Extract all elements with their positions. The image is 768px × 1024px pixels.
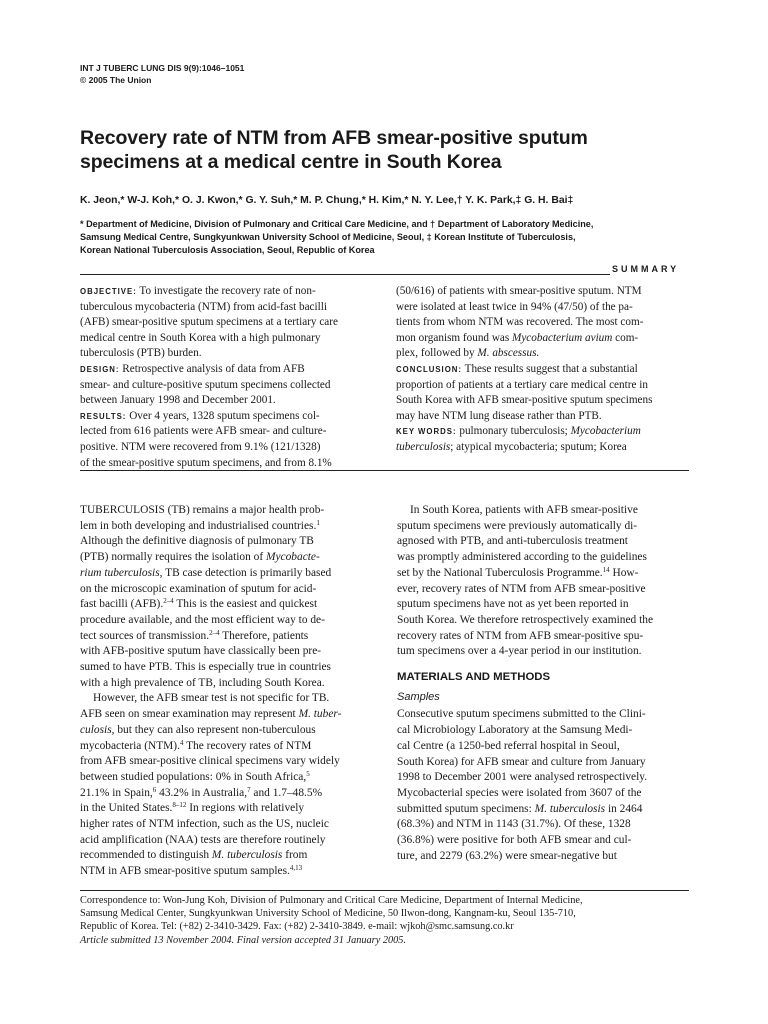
- body-text: agnosed with PTB, and anti-tuberculosis treatment: [397, 535, 628, 548]
- affiliation-line: Samsung Medical Centre, Sungkyunkwan University School of Medicine, Seoul, ‡ Korean Institute of Tuberculosis,: [80, 232, 576, 242]
- body-text: TUBERCULOSIS (TB) remains a major health prob-: [80, 504, 325, 516]
- abstract-text: (50/616) of patients with smear-positive sputum. NTM: [396, 285, 642, 297]
- affiliations: [80, 218, 700, 257]
- journal-copyright: © 2005 The Union: [80, 75, 152, 85]
- body-text: Although the definitive diagnosis of pulmonary TB: [80, 535, 314, 548]
- keywords-label: KEY WORDS:: [396, 427, 457, 437]
- body-text: sputum specimens have not as yet been reported in: [397, 598, 629, 611]
- body-text: (36.8%) were positive for both AFB smear and cul-: [397, 834, 632, 847]
- species-name: Mycobacte-: [266, 551, 320, 564]
- body-text: Mycobacterial species were isolated from 3607 of the: [397, 786, 642, 799]
- body-text: In South Korea, patients with AFB smear-positive: [410, 504, 638, 516]
- body-text: In regions with relatively: [186, 802, 305, 815]
- body-text: and 1.7–48.5%: [250, 786, 323, 799]
- reference-marker: 5: [306, 769, 310, 778]
- abstract-text: smear- and culture-positive sputum specimens collected: [80, 378, 331, 391]
- abstract-text: These results suggest that a substantial: [462, 362, 638, 375]
- reference-marker: 2–4: [163, 597, 174, 606]
- species-name: Mycobacterium: [570, 425, 641, 438]
- footnote-text: Correspondence to: Won-Jung Koh, Division of Pulmonary and Critical Care Medicine, Department of Internal Medicine,: [80, 895, 583, 906]
- body-text: Consecutive sputum specimens submitted to the Clini-: [397, 708, 646, 721]
- species-name: M. tuber-: [298, 708, 342, 721]
- results-label: RESULTS:: [80, 411, 127, 421]
- body-text: 1998 to December 2001 were analysed retrospectively.: [397, 771, 648, 784]
- body-text: (PTB) normally requires the isolation of: [80, 551, 267, 564]
- abstract-text: Over 4 years, 1328 sputum specimens col-: [126, 409, 320, 422]
- body-text: The recovery rates of NTM: [183, 739, 312, 752]
- body-text: submitted sputum specimens:: [397, 802, 535, 815]
- footnote-text: Republic of Korea. Tel: (+82) 2-3410-3429. Fax: (+82) 2-3410-3849. e-mail: wjkoh@smc.samsung.co.kr: [80, 921, 514, 933]
- body-text: from AFB smear-positive clinical specimens vary widely: [80, 755, 340, 768]
- reference-marker: 4: [179, 738, 184, 747]
- affiliation-line: * Department of Medicine, Division of Pulmonary and Critical Care Medicine, and † Department of Laboratory Medicine,: [80, 219, 594, 229]
- design-label: DESIGN:: [80, 364, 120, 374]
- abstract-text: were isolated at least twice in 94% (47/50) of the pa-: [396, 300, 633, 313]
- reference-marker: 14: [602, 565, 610, 574]
- species-name: Mycobacterium avium: [512, 331, 613, 344]
- body-text: How-: [609, 566, 639, 579]
- section-heading: MATERIALS AND METHODS: [397, 671, 551, 684]
- body-left-column: [80, 503, 373, 880]
- body-text: between studied populations: 0% in South Africa,: [80, 770, 307, 783]
- body-text: fast bacilli (AFB).: [80, 598, 164, 611]
- body-text: (68.3%) and NTM in 1143 (31.7%). Of these, 1328: [397, 818, 631, 831]
- abstract-left-column: [80, 284, 376, 471]
- abstract-text: tients from whom NTM was recovered. The most com-: [396, 316, 644, 329]
- summary-divider: [80, 274, 610, 275]
- body-text: in 2464: [605, 802, 643, 815]
- body-right-column: [397, 503, 689, 864]
- abstract-text: tuberculosis (PTB) burden.: [80, 347, 202, 360]
- abstract-text: between January 1998 and December 2001.: [80, 394, 276, 407]
- abstract-text: Retrospective analysis of data from AFB: [119, 362, 305, 375]
- body-text: in the United States.: [80, 802, 173, 815]
- paper-title: [80, 126, 700, 174]
- body-text: sputum specimens were previously automatically di-: [397, 519, 638, 532]
- body-text: with a high prevalence of TB, including South Korea.: [80, 676, 325, 689]
- body-text: recovery rates of NTM from AFB smear-positive spu-: [397, 629, 644, 642]
- species-name: M. tuberculosis: [211, 849, 283, 862]
- abstract-text: tuberculous mycobacteria (NTM) from acid-fast bacilli: [80, 300, 327, 313]
- reference-marker: 1: [316, 518, 320, 527]
- title-line-1: Recovery rate of NTM from AFB smear-positive sputum: [80, 127, 588, 149]
- abstract-text: mon organism found was: [396, 331, 513, 344]
- body-text: on the microscopic examination of sputum for acid-: [80, 582, 317, 595]
- body-text: ever, recovery rates of NTM from AFB smear-positive: [397, 582, 646, 595]
- body-text: Therefore, patients: [219, 629, 309, 642]
- abstract-text: medical centre in South Korea with a high pulmonary: [80, 331, 321, 344]
- body-text: ture, and 2279 (63.2%) were smear-negative but: [397, 849, 617, 862]
- abstract-text: may have NTM lung disease rather than PTB.: [396, 409, 602, 422]
- body-text: AFB seen on smear examination may represent: [80, 708, 299, 721]
- author-list: K. Jeon,* W-J. Koh,* O. J. Kwon,* G. Y. Suh,* M. P. Chung,* H. Kim,* N. Y. Lee,† Y. K. Park,‡ G. H. Bai‡: [80, 195, 574, 206]
- body-text: with AFB-positive sputum have classically been pre-: [80, 645, 322, 658]
- abstract-text: positive. NTM were recovered from 9.1% (121/1328): [80, 440, 321, 453]
- body-text: , TB case detection is primarily based: [159, 566, 332, 579]
- abstract-text: proportion of patients at a tertiary care medical centre in: [396, 378, 648, 391]
- abstract-text: South Korea with AFB smear-positive sputum specimens: [396, 394, 653, 407]
- abstract-text: lected from 616 patients were AFB smear- and culture-: [80, 425, 327, 438]
- body-text: This is the easiest and quickest: [173, 598, 318, 611]
- abstract-text: To investigate the recovery rate of non-: [136, 285, 316, 297]
- affiliation-line: Korean National Tuberculosis Association, Seoul, Republic of Korea: [80, 245, 375, 255]
- body-text: from: [282, 849, 308, 862]
- abstract-right-column: [396, 284, 688, 456]
- species-name: rium tuberculosis: [80, 566, 160, 579]
- abstract-text: plex, followed by: [396, 347, 478, 360]
- abstract-divider: [80, 470, 689, 471]
- body-text: cal Centre (a 1250-bed referral hospital in Seoul,: [397, 739, 620, 752]
- abstract-text: ; atypical mycobacteria; sputum; Korea: [450, 440, 627, 453]
- reference-marker: 4,13: [289, 864, 303, 873]
- subsection-heading: Samples: [397, 690, 440, 703]
- abstract-text: of the smear-positive sputum specimens, and from 8.1%: [80, 456, 332, 469]
- body-text: recommended to distinguish: [80, 849, 212, 862]
- body-text: was promptly administered according to the guidelines: [397, 551, 647, 564]
- body-text: 43.2% in Australia,: [156, 786, 248, 799]
- body-text: set by the National Tuberculosis Programme.: [397, 566, 603, 579]
- body-text: cal Microbiology Laboratory at the Samsung Medi-: [397, 724, 633, 737]
- journal-header: [80, 62, 244, 86]
- species-name: culosis: [80, 723, 112, 736]
- body-text: South Korea. We therefore retrospectively examined the: [397, 613, 654, 626]
- body-text: procedure available, and the most efficient way to de-: [80, 613, 325, 626]
- conclusion-label: CONCLUSION:: [396, 364, 463, 374]
- body-text: mycobacteria (NTM).: [80, 739, 180, 752]
- body-text: acid amplification (NAA) tests are therefore routinely: [80, 833, 326, 846]
- reference-marker: 8–12: [172, 801, 187, 810]
- reference-marker: 6: [152, 785, 157, 794]
- summary-label: SUMMARY: [612, 264, 680, 274]
- reference-marker: 7: [247, 785, 251, 794]
- body-text: higher rates of NTM infection, such as the US, nucleic: [80, 818, 329, 831]
- body-text: lem in both developing and industrialised countries.: [80, 519, 317, 532]
- body-text: sumed to have PTB. This is especially true in countries: [80, 661, 331, 674]
- abstract-text: (AFB) smear-positive sputum specimens at a tertiary care: [80, 316, 338, 329]
- body-text: NTM in AFB smear-positive sputum samples.: [80, 865, 290, 878]
- body-text: , but they can also represent non-tuberculous: [111, 723, 316, 736]
- abstract-text: pulmonary tuberculosis;: [456, 425, 571, 438]
- journal-citation: INT J TUBERC LUNG DIS 9(9):1046–1051: [80, 63, 245, 73]
- species-name: M. tuberculosis: [534, 802, 606, 815]
- submission-dates: Article submitted 13 November 2004. Final version accepted 31 January 2005.: [80, 934, 407, 946]
- species-name: tuberculosis: [396, 440, 451, 453]
- body-text: tum specimens over a 4-year period in our institution.: [397, 645, 642, 658]
- abstract-text: com-: [612, 331, 639, 344]
- body-text: South Korea) for AFB smear and culture from January: [397, 755, 646, 768]
- body-text: tect sources of transmission.: [80, 629, 210, 642]
- species-name: M. abscessus.: [477, 347, 540, 360]
- correspondence-footnote: [80, 894, 700, 947]
- body-text: 21.1% in Spain,: [80, 786, 153, 799]
- reference-marker: 2–4: [209, 628, 220, 637]
- objective-label: OBJECTIVE:: [80, 287, 137, 296]
- footnote-divider: [80, 890, 689, 891]
- title-line-2: specimens at a medical centre in South Korea: [80, 151, 502, 173]
- body-text: However, the AFB smear test is not specific for TB.: [93, 692, 330, 705]
- footnote-text: Samsung Medical Center, Sungkyunkwan University School of Medicine, 50 Ilwon-dong, Kangnam-ku, Seoul 135-710,: [80, 908, 576, 920]
